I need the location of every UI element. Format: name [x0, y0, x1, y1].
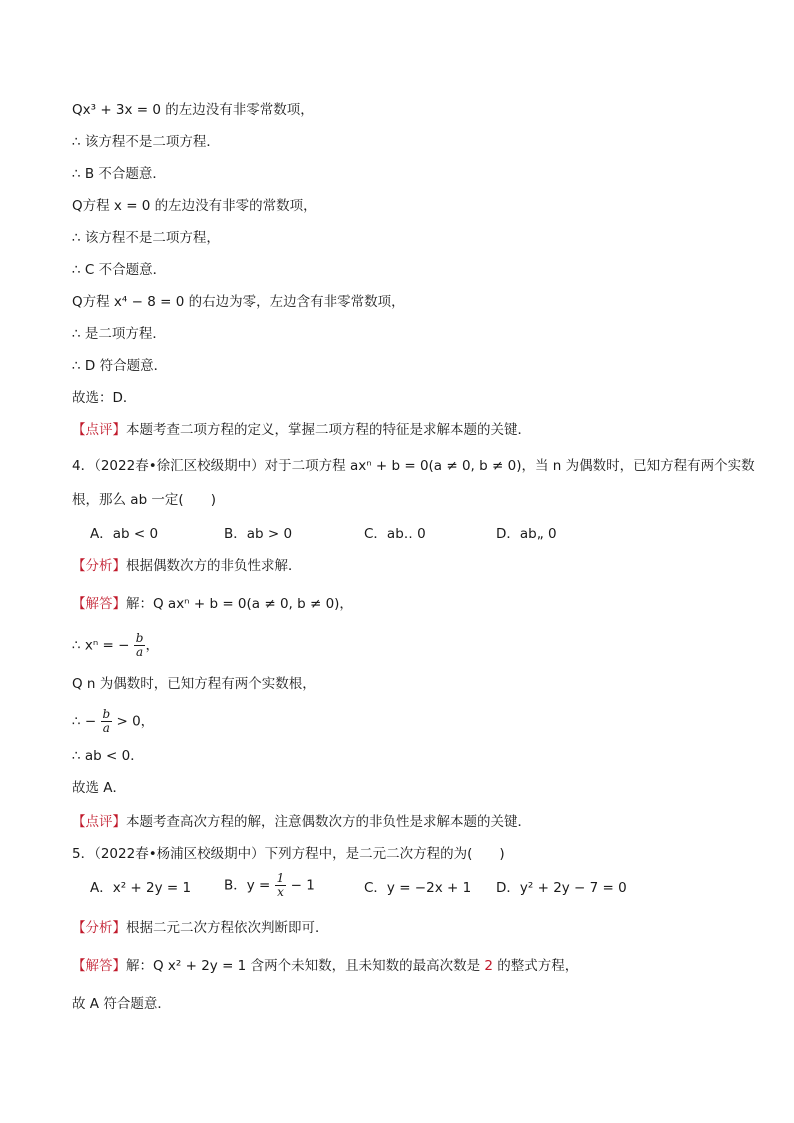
answer-tag: 【解答】 [72, 958, 126, 974]
comment-text: 本题考查高次方程的解，注意偶数次方的非负性是求解本题的关键． [126, 814, 531, 830]
option-text: B．y = [224, 877, 271, 894]
q5-option-d: D．y² + 2y − 7 = 0 [496, 880, 627, 896]
q4-option-b: B．ab > 0 [224, 526, 293, 542]
q5-option-c: C．y = −2x + 1 [364, 880, 472, 896]
question-5-stem: 5．（2022春•杨浦区校级期中）下列方程中，是二元二次方程的为( ) [72, 846, 505, 862]
denominator: a [102, 721, 110, 735]
solution-step: 故选 A． [72, 780, 127, 796]
text-line: Q方程 x⁴ − 8 = 0 的右边为零，左边含有非零常数项， [72, 294, 405, 310]
comment-line [72, 812, 531, 832]
answer-text: 的整式方程， [492, 958, 579, 974]
text-line: ∴ D 符合题意． [72, 358, 168, 374]
answer-text: 解：Q axⁿ + b = 0(a ≠ 0, b ≠ 0)， [126, 596, 353, 612]
solution-step [72, 708, 154, 735]
text-line: Qx³ + 3x = 0 的左边没有非零常数项， [72, 102, 314, 118]
q4-option-d: D．ab„ 0 [496, 526, 557, 542]
answer-line [72, 956, 578, 976]
question-4-stem-cont: 根，那么 ab 一定( ) [72, 492, 216, 508]
answer-text: 解：Q x² + 2y = 1 含两个未知数，且未知数的最高次数是 [126, 958, 485, 974]
q4-option-a: A．ab < 0 [90, 526, 159, 542]
denominator: a [136, 645, 144, 659]
solution-step: Q n 为偶数时，已知方程有两个实数根， [72, 676, 316, 692]
analysis-line [72, 918, 329, 938]
text-line: ∴ 该方程不是二项方程， [72, 230, 220, 246]
solution-step [72, 632, 159, 659]
text-line: ∴ C 不合题意． [72, 262, 167, 278]
numerator: b [135, 631, 144, 645]
numerator: b [102, 707, 111, 721]
text-line: ∴ 该方程不是二项方程． [72, 134, 220, 150]
comment-tag: 【点评】 [72, 422, 126, 438]
analysis-text: 根据二元二次方程依次判断即可． [126, 920, 329, 936]
text-line: 故选：D． [72, 390, 137, 406]
step-text: ， [145, 637, 159, 654]
question-4-stem: 4．（2022春•徐汇区校级期中）对于二项方程 axⁿ + b = 0(a ≠ 0, b ≠ 0)，当 n 为偶数时，已知方程有两个实数 [72, 458, 755, 474]
analysis-line [72, 556, 302, 576]
text-line: ∴ B 不合题意． [72, 166, 166, 182]
option-text: − 1 [286, 877, 315, 894]
answer-line [72, 594, 353, 614]
comment-text: 本题考查二项方程的定义，掌握二项方程的特征是求解本题的关键． [126, 422, 531, 438]
q5-option-b [224, 872, 315, 899]
comment-line [72, 420, 531, 440]
step-text: > 0， [112, 713, 155, 730]
analysis-tag: 【分析】 [72, 558, 126, 574]
analysis-text: 根据偶数次方的非负性求解． [126, 558, 302, 574]
text-line: Q方程 x = 0 的左边没有非零的常数项， [72, 198, 317, 214]
solution-step: ∴ ab < 0． [72, 748, 144, 764]
numerator: 1 [276, 871, 285, 885]
fraction [134, 632, 146, 659]
fraction [275, 872, 287, 899]
step-text: ∴ xⁿ = − [72, 637, 130, 654]
analysis-tag: 【分析】 [72, 920, 126, 936]
text-line: 故 A 符合题意． [72, 996, 171, 1012]
comment-tag: 【点评】 [72, 814, 126, 830]
fraction [101, 708, 113, 735]
q5-option-a: A．x² + 2y = 1 [90, 880, 192, 896]
denominator: x [277, 885, 284, 899]
answer-tag: 【解答】 [72, 596, 126, 612]
text-line: ∴ 是二项方程． [72, 326, 166, 342]
q4-option-c: C．ab‥ 0 [364, 526, 426, 542]
step-text: ∴ − [72, 713, 97, 730]
highlight-number: 2 [484, 958, 493, 974]
